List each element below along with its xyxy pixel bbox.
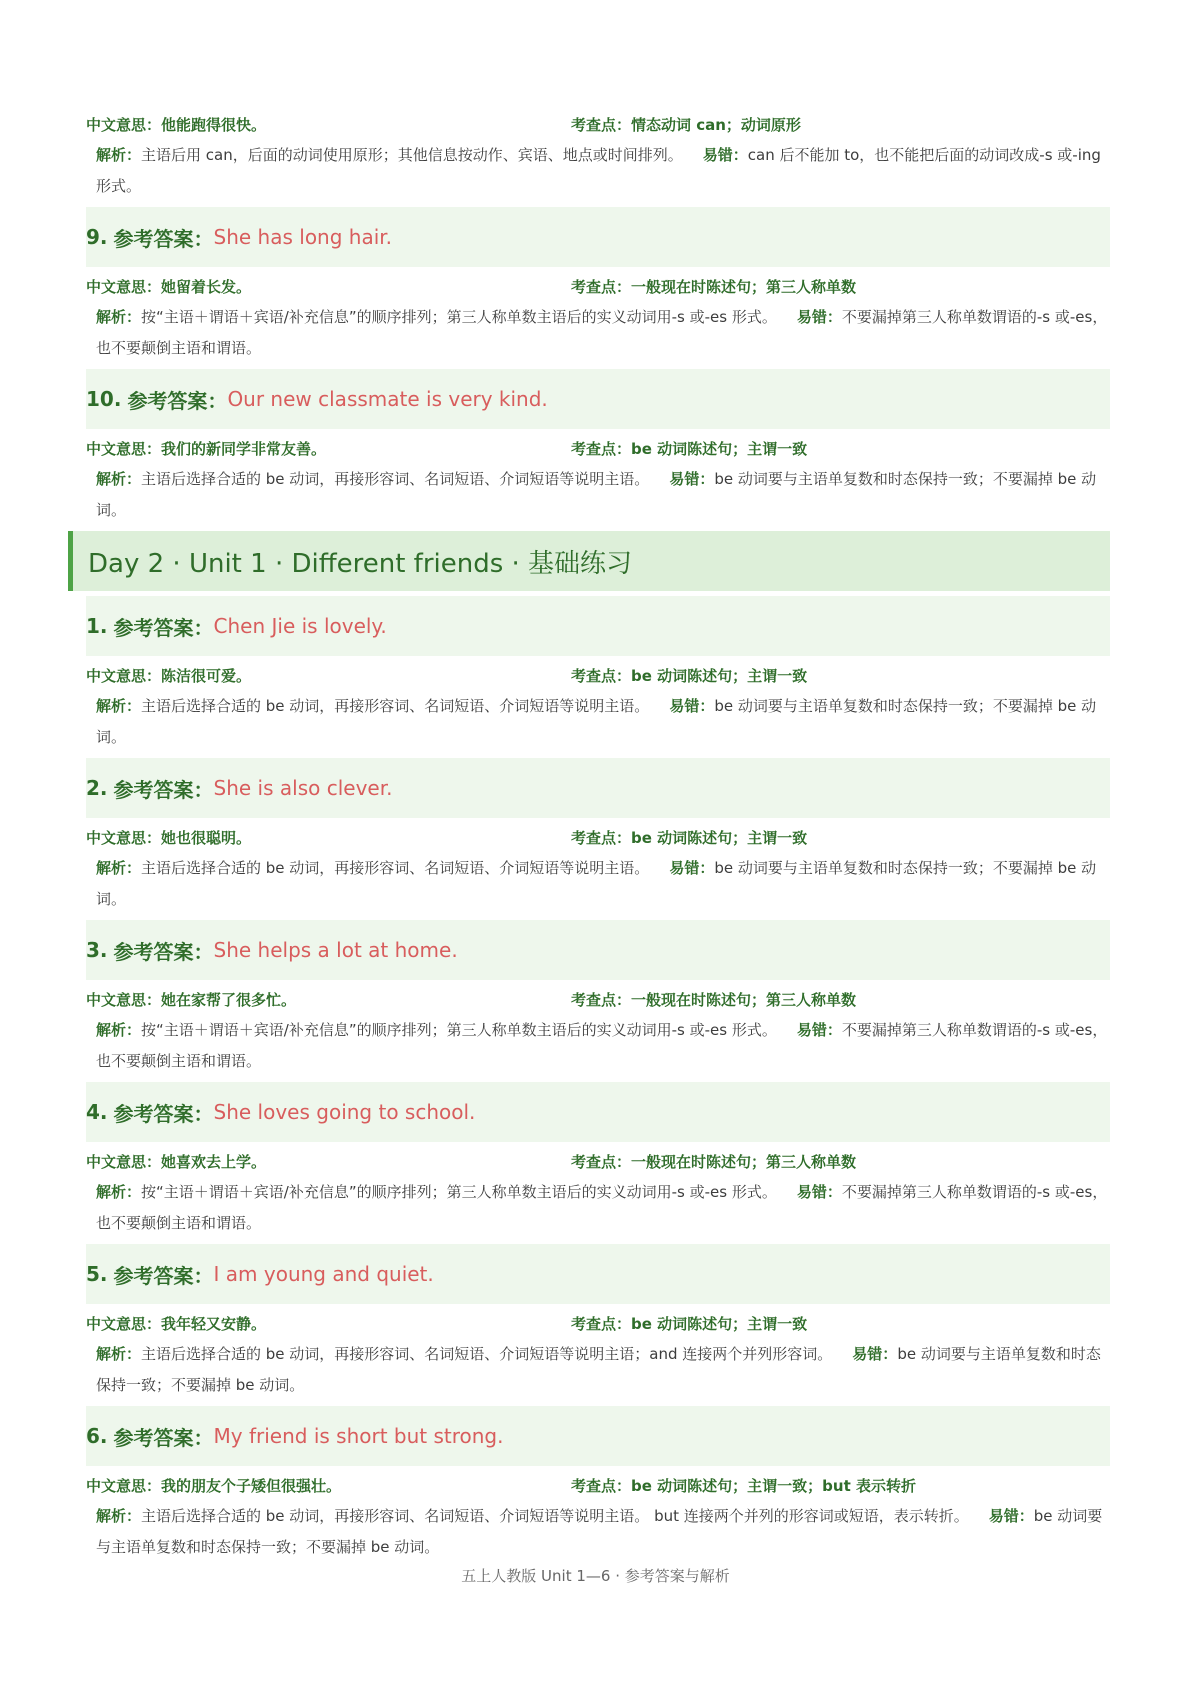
question-number: 6. xyxy=(86,1424,108,1448)
explanation xyxy=(86,464,1110,526)
meaning-text: 他能跑得很快。 xyxy=(161,116,267,134)
explanation xyxy=(86,1339,1110,1401)
test-point xyxy=(571,1151,856,1172)
error-label: 易错： xyxy=(669,470,715,488)
answer-row xyxy=(86,758,1110,818)
meaning xyxy=(86,438,326,459)
meaning xyxy=(86,827,251,848)
test-point xyxy=(571,276,856,297)
error-text: be 动词要与主语单复数和时态保持一致；不要漏掉 be 动词。 xyxy=(96,859,1097,908)
answer-text: She has long hair. xyxy=(213,225,393,249)
meta-row xyxy=(86,110,1110,140)
error-text: 不要漏掉第三人称单数谓语的-s 或-es，也不要颠倒主语和谓语。 xyxy=(96,308,1108,357)
meaning-label: 中文意思： xyxy=(86,829,162,847)
analysis-text: 主语后选择合适的 be 动词，再接形容词、名词短语、介词短语等说明主语。 xyxy=(141,697,650,715)
meta-row xyxy=(86,985,1110,1015)
answer-row xyxy=(86,920,1110,980)
test-point-label: 考查点： xyxy=(571,1315,632,1333)
analysis-text: 主语后选择合适的 be 动词，再接形容词、名词短语、介词短语等说明主语。 xyxy=(141,859,650,877)
test-point-label: 考查点： xyxy=(571,991,632,1009)
test-point xyxy=(571,1475,916,1496)
meaning-text: 她也很聪明。 xyxy=(161,829,252,847)
answer-text: I am young and quiet. xyxy=(213,1262,434,1286)
test-point-text: be 动词陈述句；主谓一致 xyxy=(631,440,808,458)
meta-row xyxy=(86,661,1110,691)
meaning-text: 我的朋友个子矮但很强壮。 xyxy=(161,1477,342,1495)
error-label: 易错： xyxy=(669,859,715,877)
answer-row xyxy=(86,207,1110,267)
analysis-text: 按“主语＋谓语＋宾语/补充信息”的顺序排列；第三人称单数主语后的实义动词用-s 或-es 形式。 xyxy=(141,1021,777,1039)
test-point-label: 考查点： xyxy=(571,278,632,296)
meaning-text: 她喜欢去上学。 xyxy=(161,1153,267,1171)
test-point-text: 一般现在时陈述句；第三人称单数 xyxy=(631,1153,857,1171)
answer-row xyxy=(86,369,1110,429)
error-text: be 动词要与主语单复数和时态保持一致；不要漏掉 be 动词。 xyxy=(96,1507,1103,1556)
analysis-text: 主语后选择合适的 be 动词，再接形容词、名词短语、介词短语等说明主语。 but 连接两个并列的形容词或短语，表示转折。 xyxy=(141,1507,969,1525)
meaning-text: 她在家帮了很多忙。 xyxy=(161,991,297,1009)
meaning-label: 中文意思： xyxy=(86,1153,162,1171)
meta-row xyxy=(86,1147,1110,1177)
meaning-label: 中文意思： xyxy=(86,116,162,134)
analysis-text: 按“主语＋谓语＋宾语/补充信息”的顺序排列；第三人称单数主语后的实义动词用-s 或-es 形式。 xyxy=(141,308,777,326)
answer-text: She is also clever. xyxy=(213,776,393,800)
meaning xyxy=(86,114,266,135)
error-text: can 后不能加 to，也不能把后面的动词改成-s 或-ing 形式。 xyxy=(96,146,1101,195)
explanation xyxy=(86,1501,1110,1563)
error-text: 不要漏掉第三人称单数谓语的-s 或-es，也不要颠倒主语和谓语。 xyxy=(96,1021,1108,1070)
test-point xyxy=(571,665,807,686)
error-label: 易错： xyxy=(796,308,842,326)
test-point-label: 考查点： xyxy=(571,440,632,458)
meaning-label: 中文意思： xyxy=(86,278,162,296)
explanation xyxy=(86,853,1110,915)
analysis-label: 解析： xyxy=(96,859,142,877)
analysis-label: 解析： xyxy=(96,1021,142,1039)
test-point xyxy=(571,114,801,135)
answer-label: 参考答案： xyxy=(113,777,214,802)
answer-label: 参考答案： xyxy=(113,1425,214,1450)
question-number: 1. xyxy=(86,614,108,638)
meaning xyxy=(86,1475,341,1496)
answer-text: Our new classmate is very kind. xyxy=(227,387,548,411)
question-number: 5. xyxy=(86,1262,108,1286)
error-label: 易错： xyxy=(796,1183,842,1201)
question-number: 9. xyxy=(86,225,108,249)
meaning xyxy=(86,1313,266,1334)
analysis-label: 解析： xyxy=(96,146,142,164)
test-point xyxy=(571,989,856,1010)
meaning-text: 她留着长发。 xyxy=(161,278,252,296)
answer-label: 参考答案： xyxy=(113,615,214,640)
explanation xyxy=(86,140,1110,202)
meta-row xyxy=(86,434,1110,464)
test-point-text: 情态动词 can；动词原形 xyxy=(631,116,801,134)
test-point-label: 考查点： xyxy=(571,829,632,847)
test-point-text: 一般现在时陈述句；第三人称单数 xyxy=(631,991,857,1009)
analysis-text: 主语后用 can，后面的动词使用原形；其他信息按动作、宾语、地点或时间排列。 xyxy=(141,146,683,164)
error-label: 易错： xyxy=(669,697,715,715)
meaning-text: 陈洁很可爱。 xyxy=(161,667,252,685)
meaning-label: 中文意思： xyxy=(86,1477,162,1495)
test-point-label: 考查点： xyxy=(571,1477,632,1495)
test-point xyxy=(571,1313,807,1334)
test-point-text: 一般现在时陈述句；第三人称单数 xyxy=(631,278,857,296)
answer-text: She helps a lot at home. xyxy=(213,938,458,962)
analysis-label: 解析： xyxy=(96,1183,142,1201)
meta-row xyxy=(86,823,1110,853)
test-point-label: 考查点： xyxy=(571,116,632,134)
answer-row xyxy=(86,1406,1110,1466)
meta-row xyxy=(86,1309,1110,1339)
question-number: 10. xyxy=(86,387,122,411)
explanation xyxy=(86,1015,1110,1077)
error-text: 不要漏掉第三人称单数谓语的-s 或-es，也不要颠倒主语和谓语。 xyxy=(96,1183,1108,1232)
test-point xyxy=(571,827,807,848)
meaning xyxy=(86,989,296,1010)
meaning-text: 我年轻又安静。 xyxy=(161,1315,267,1333)
analysis-label: 解析： xyxy=(96,1507,142,1525)
error-label: 易错： xyxy=(852,1345,898,1363)
answer-text: Chen Jie is lovely. xyxy=(213,614,387,638)
analysis-label: 解析： xyxy=(96,697,142,715)
error-text: be 动词要与主语单复数和时态保持一致；不要漏掉 be 动词。 xyxy=(96,470,1097,519)
test-point-text: be 动词陈述句；主谓一致 xyxy=(631,1315,808,1333)
error-text: be 动词要与主语单复数和时态保持一致；不要漏掉 be 动词。 xyxy=(96,697,1097,746)
answer-label: 参考答案： xyxy=(127,388,228,413)
answer-row xyxy=(86,596,1110,656)
test-point-label: 考查点： xyxy=(571,1153,632,1171)
error-label: 易错： xyxy=(988,1507,1034,1525)
answer-content xyxy=(86,110,1110,1568)
analysis-text: 主语后选择合适的 be 动词，再接形容词、名词短语、介词短语等说明主语。 xyxy=(141,470,650,488)
explanation xyxy=(86,691,1110,753)
section-header: Day 2 · Unit 1 · Different friends · 基础练习 xyxy=(68,531,1110,591)
answer-label: 参考答案： xyxy=(113,1101,214,1126)
analysis-label: 解析： xyxy=(96,1345,142,1363)
answer-label: 参考答案： xyxy=(113,939,214,964)
test-point-label: 考查点： xyxy=(571,667,632,685)
error-label: 易错： xyxy=(702,146,748,164)
meaning-label: 中文意思： xyxy=(86,667,162,685)
explanation xyxy=(86,302,1110,364)
test-point-text: be 动词陈述句；主谓一致 xyxy=(631,667,808,685)
analysis-label: 解析： xyxy=(96,308,142,326)
analysis-text: 按“主语＋谓语＋宾语/补充信息”的顺序排列；第三人称单数主语后的实义动词用-s 或-es 形式。 xyxy=(141,1183,777,1201)
question-number: 3. xyxy=(86,938,108,962)
error-text: be 动词要与主语单复数和时态保持一致；不要漏掉 be 动词。 xyxy=(96,1345,1101,1394)
page-footer: 五上人教版 Unit 1—6 · 参考答案与解析 xyxy=(461,1567,730,1585)
test-point-text: be 动词陈述句；主谓一致 xyxy=(631,829,808,847)
answer-row xyxy=(86,1244,1110,1304)
question-number: 4. xyxy=(86,1100,108,1124)
analysis-text: 主语后选择合适的 be 动词，再接形容词、名词短语、介词短语等说明主语；and 连接两个并列形容词。 xyxy=(141,1345,833,1363)
error-label: 易错： xyxy=(796,1021,842,1039)
meaning-label: 中文意思： xyxy=(86,991,162,1009)
test-point-text: be 动词陈述句；主谓一致；but 表示转折 xyxy=(631,1477,916,1495)
answer-row xyxy=(86,1082,1110,1142)
meaning-label: 中文意思： xyxy=(86,440,162,458)
answer-label: 参考答案： xyxy=(113,226,214,251)
analysis-label: 解析： xyxy=(96,470,142,488)
meaning-label: 中文意思： xyxy=(86,1315,162,1333)
meta-row xyxy=(86,272,1110,302)
meaning xyxy=(86,1151,266,1172)
answer-text: She loves going to school. xyxy=(213,1100,476,1124)
meaning-text: 我们的新同学非常友善。 xyxy=(161,440,327,458)
answer-text: My friend is short but strong. xyxy=(213,1424,504,1448)
meaning xyxy=(86,665,251,686)
test-point xyxy=(571,438,807,459)
answer-label: 参考答案： xyxy=(113,1263,214,1288)
explanation xyxy=(86,1177,1110,1239)
question-number: 2. xyxy=(86,776,108,800)
meaning xyxy=(86,276,251,297)
meta-row xyxy=(86,1471,1110,1501)
